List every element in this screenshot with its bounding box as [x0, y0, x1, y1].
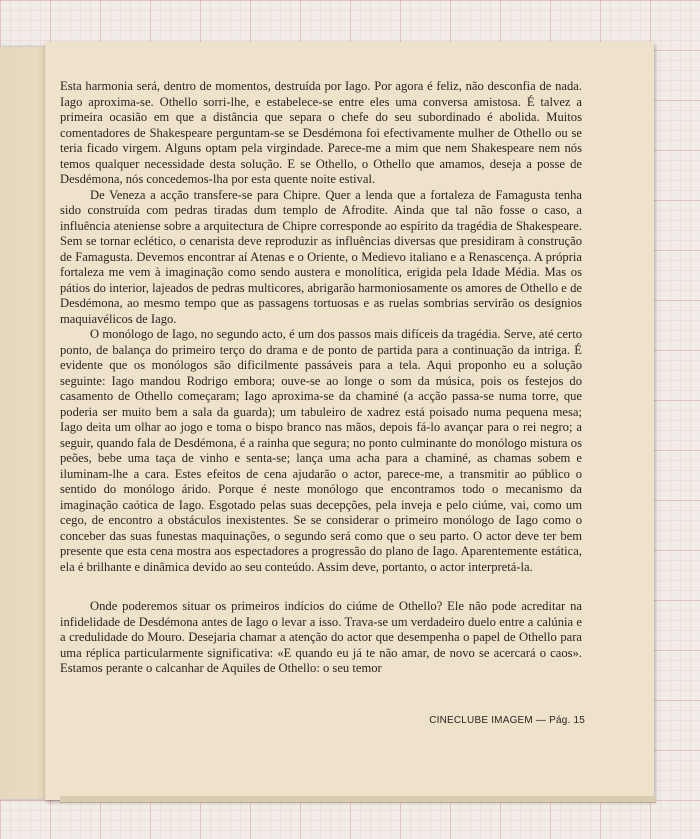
paragraph-harmony: Esta harmonia será, dentro de momentos, destruída por Iago. Por agora é feliz, não desconfia de nada. Iago aproxima-se. Othello sorri-lhe, e estabelece-se entre eles uma conversa amistosa. É talvez a primeira ocasião em que a distância que separa o chefe do seu subordinado é abolida. Muitos comentadores de Shakespeare perguntam-se se Desdémona foi efectivamente mulher de Othello ou se teria ficado virgem. Alguns optam pela virgindade. Parece-me a mim que nem Shakespeare nem nós temos qualquer necessidade desta solução. E se Othello, o Othello que amamos, deseja a posse de Desdémona, nós concedemos-lha por esta quente noite estival.	[60, 79, 582, 186]
paragraph-cyprus: De Veneza a acção transfere-se para Chipre. Quer a lenda que a fortaleza de Famagusta tenha sido construída com pedras tiradas dum templo de Afrodite. Ainda que tal não fosse o caso, a influência ateniense sobre a arquitectura de Chipre corresponde ao espírito da tragédia de Shakespeare. Sem se tornar eclético, o cenarista deve reproduzir as influências diversas que presidiram à construção de Famagusta. Devemos encontrar aí Atenas e o Oriente, o Medievo italiano e a Renascença. A própria fortaleza me vem à imaginação como sendo austera e monolítica, erigida pela Idade Média. Mas os pátios do interior, lajeados de pedras multicores, abrigarão harmoniosamente os amores de Othello e de Desdémona, ao mesmo tempo que as passagens tortuosas e as ruelas sombrias servirão os desígnios maquiavélicos de Iago.	[60, 187, 582, 326]
page-footer: CINECLUBE IMAGEM — Pág. 15	[429, 715, 585, 726]
paragraph-monologue: O monólogo de Iago, no segundo acto, é um dos passos mais difíceis da tragédia. Serve, até certo ponto, de balança do primeiro terço do drama e de ponto de partida para a continuação da intriga. É evidente que os monólogos são dificilmente passáveis para a tela. Aqui proponho eu a solução seguinte: Iago mandou Rodrigo embora; ouve-se ao longe o som da música, pois os festejos do casamento de Othello começaram; Iago aproxima-se da chaminé (a acção passa-se numa torre, que poderia ser muito bem a sala da guarda); um tabuleiro de xadrez está poisado numa pequena mesa; Iago deita um olhar ao jogo e toma o bispo branco nas mãos, depois fá-lo avançar para o rei negro; a seguir, quando fala de Desdémona, é a rainha que segura; no ponto culminante do monólogo mistura os peões, bebe uma taça de vinho e senta-se; lança uma acha para a chaminé, as chamas sobem e iluminam-lhe a cara. Estes efeitos de cena ajudarão o actor, parece-me, a transmitir ao público o sentido do monólogo árido. Porque é neste monólogo que encontramos todo o mecanismo da imaginação caótica de Iago. Esgotado pelas suas decepções, pela inveja e pelo ciúme, vai, como um cego, de encontro a obstáculos inexistentes. Se se considerar o primeiro monólogo de Iago como o conceber das suas funestas maquinações, o segundo será como que o seu parto. O actor deve ter bem presente que esta cena mostra aos espectadores a progressão do plano de Iago. Aparentemente estática, ela é brilhante e dinâmica devido ao seu conteúdo. Assim deve, portanto, o actor interpretá-la.	[60, 327, 582, 574]
paragraph-jealousy: Onde poderemos situar os primeiros indícios do ciúme de Othello? Ele não pode acreditar na infidelidade de Desdémona antes de Iago o levar a isso. Trava-se um verdadeiro duelo entre a calúnia e a credulidade do Mouro. Desejaria chamar a atenção do actor que desempenha o papel de Othello para uma réplica particularmente significativa: «E quando eu já te não amar, de novo se acercará o caos». Estamos perante o calcanhar de Aquiles de Othello: o seu temor	[60, 599, 582, 675]
page-stack-edge	[60, 796, 656, 803]
article-body	[60, 79, 582, 677]
